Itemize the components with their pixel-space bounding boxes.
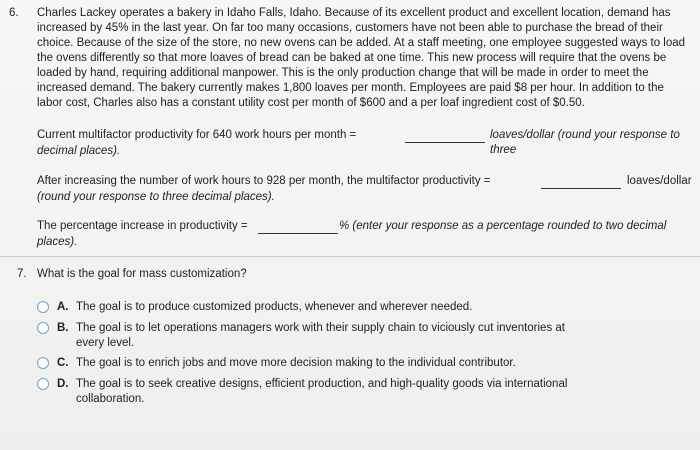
- option-text: The goal is to produce customized products, whenever and wherever needed.: [76, 301, 473, 313]
- radio-button-icon[interactable]: [37, 378, 49, 390]
- radio-button-icon[interactable]: [37, 322, 49, 334]
- prompt-unit: loaves/dollar: [627, 175, 692, 187]
- prompt-instruction: decimal places).: [37, 145, 121, 157]
- option-letter: B.: [57, 322, 69, 334]
- prompt-unit: % (enter your response as a percentage rounded to two decimal: [339, 220, 667, 232]
- option-letter: D.: [57, 378, 69, 390]
- option-letter: A.: [57, 301, 69, 313]
- question-divider: [0, 256, 700, 257]
- prompt-label: After increasing the number of work hours to 928 per month, the multifactor productivity =: [37, 175, 491, 187]
- prompt-label: The percentage increase in productivity =: [37, 220, 248, 232]
- answer-blank-current-productivity[interactable]: [405, 130, 485, 143]
- option-letter: C.: [57, 357, 69, 369]
- option-text: The goal is to let operations managers work with their supply chain to viciously cut inventories at every level.: [76, 322, 565, 349]
- radio-button-icon[interactable]: [37, 357, 49, 369]
- radio-button-icon[interactable]: [37, 301, 49, 313]
- answer-blank-new-productivity[interactable]: [541, 176, 621, 189]
- prompt-unit: loaves/dollar (round your response to three: [490, 129, 680, 156]
- prompt-label: Current multifactor productivity for 640 work hours per month =: [37, 129, 357, 141]
- question-7-text: What is the goal for mass customization?: [37, 268, 247, 280]
- question-6-number: 6.: [9, 7, 19, 19]
- question-7-number: 7.: [17, 268, 27, 280]
- option-text: The goal is to enrich jobs and move more decision making to the individual contributor.: [76, 357, 516, 369]
- prompt-instruction: (round your response to three decimal places).: [37, 191, 275, 203]
- answer-blank-percentage-increase[interactable]: [258, 221, 338, 234]
- prompt-instruction: places).: [37, 236, 78, 248]
- question-6-text: Charles Lackey operates a bakery in Idaho Falls, Idaho. Because of its excellent product and excellent location, demand has increased by 45% in the last year. On far too many occasions, customers have not been able to purchase the bread of their choice. Because of the size of the store, no new ovens can be added. At a staff meeting, one employee suggested ways to load the ovens differently so that more loaves of bread can be baked at one time. This new process will require that the ovens be loaded by hand, requiring additional manpower. This is the only production change that will be made in order to meet the increased demand. The bakery currently makes 1,800 loaves per month. Employees are paid $8 per hour. In addition to the labor cost, Charles also has a constant utility cost per month of $600 and a per loaf ingredient cost of $0.50.: [37, 7, 686, 109]
- option-text: The goal is to seek creative designs, efficient production, and high-quality goods via international collaboration.: [76, 378, 568, 405]
